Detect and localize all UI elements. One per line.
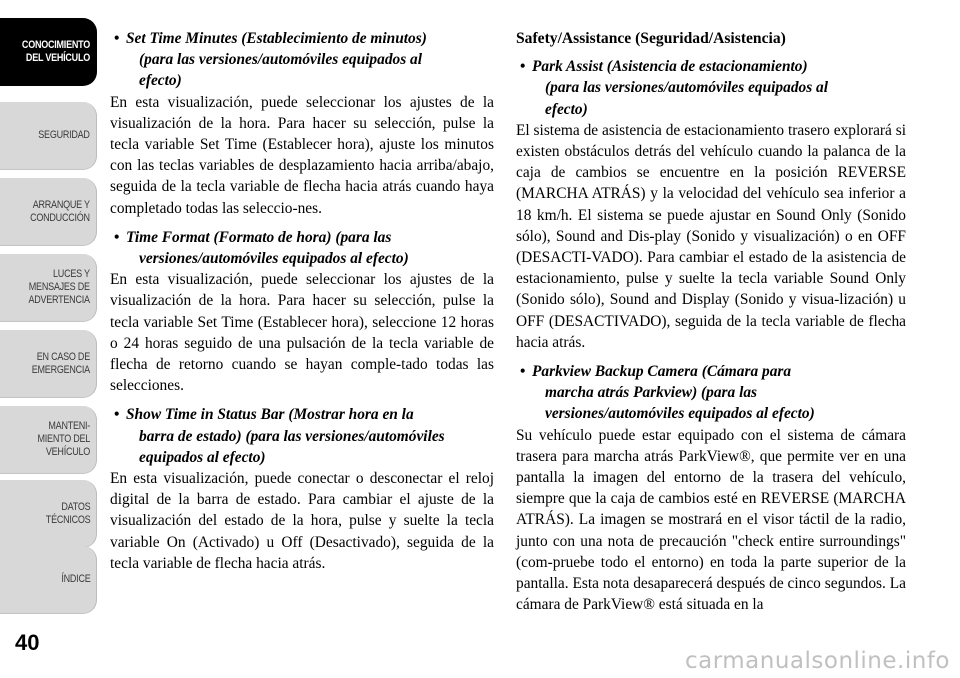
- bullet-park-assist: [516, 56, 906, 120]
- bullet-line: • Park Assist (Asistencia de estacionamiento): [532, 58, 808, 76]
- bullet-parkview-camera: [516, 361, 906, 425]
- tab-arranque-y-conduccion[interactable]: [0, 178, 97, 246]
- bullet-line: equipados al efecto): [139, 448, 266, 466]
- tab-en-caso-de-emergencia[interactable]: [0, 330, 97, 398]
- bullet-line: (para las versiones/automóviles equipados al: [139, 51, 423, 69]
- tab-label: EN CASO DE EMERGENCIA: [31, 350, 90, 376]
- tab-label: SEGURIDAD: [38, 129, 90, 141]
- tab-label: ARRANQUE Y CONDUCCIÓN: [30, 198, 90, 224]
- tab-label: ÍNDICE: [60, 573, 90, 585]
- bullet-line: efecto): [139, 72, 182, 90]
- bullet-line: • Set Time Minutes (Establecimiento de minutos): [126, 30, 427, 47]
- bullet-line: barra de estado) (para las versiones/automóviles: [139, 427, 445, 445]
- bullet-line: efecto): [545, 100, 588, 118]
- paragraph: El sistema de asistencia de estacionamiento trasero explorará si existen obstáculos detrás del vehículo cuando la palanca de la caja de cambios se encuentre en la posición REVERSE (MARCHA ATRÁS) y la velocidad del vehículo sea inferior a 18 km/h. El sistema se puede ajustar en Sound Only (Sonido sólo), Sound and Dis-play (Sonido y visualización) o en OFF (DESACTI-VADO). Para cambiar el estado de la asistencia de estacionamiento, pulse y suelte la tecla variable Sound Only (Sonido sólo), Sound and Display (Sonido y visua-lización) u OFF (DESACTIVADO), seguida de la tecla variable de flecha hacia atrás.: [516, 121, 906, 351]
- tab-luces-y-mensajes[interactable]: [0, 254, 97, 322]
- bullet-line: • Time Format (Formato de hora) (para las: [126, 228, 392, 246]
- tab-label: DATOS TÉCNICOS: [45, 500, 90, 526]
- paragraph: En esta visualización, puede conectar o desconectar el reloj digital de la barra de estado. Para cambiar el ajuste de la visualización del estado de la hora, pulse y suelte la tecla variable On (Activado) u Off (Desactivado), seguida de la tecla variable de flecha hacia atrás.: [110, 470, 494, 572]
- tab-label: LUCES Y MENSAJES DE ADVERTENCIA: [28, 268, 90, 306]
- paragraph: En esta visualización, puede seleccionar los ajustes de la visualización de la hora. Para hacer su selección, pulse la tecla variable Set Time (Establecer hora), seleccione 12 horas o 24 horas seguido de una pulsación de la tecla variable de flecha de retorno cuando se hayan comple-tado todas las selecciones.: [110, 271, 494, 395]
- bullet-line: • Parkview Backup Camera (Cámara para: [532, 363, 792, 381]
- bullet-line: (para las versiones/automóviles equipados al: [545, 79, 829, 97]
- tab-label: MANTENI- MIENTO DEL VEHÍCULO: [37, 420, 90, 458]
- page-number: 40: [15, 630, 40, 655]
- bullet-line: versiones/automóviles equipados al efecto): [545, 405, 815, 423]
- section-heading: Safety/Assistance (Seguridad/Asistencia): [516, 30, 786, 47]
- bullet-line: • Show Time in Status Bar (Mostrar hora en la: [126, 406, 414, 424]
- left-column: [110, 28, 494, 582]
- bullet-set-time-minutes: [110, 28, 494, 92]
- bullet-line: versiones/automóviles equipados al efecto): [139, 250, 409, 268]
- bullet-show-time-status-bar: [110, 404, 494, 468]
- bullet-line: marcha atrás Parkview) (para las: [545, 384, 758, 402]
- tab-mantenimiento[interactable]: [0, 406, 97, 474]
- paragraph: En esta visualización, puede seleccionar los ajustes de la visualización de la hora. Para hacer su selección, pulse la tecla variable Set Time (Establecer hora), ajuste los minutos con las teclas variables de desplazamiento hacia arriba/abajo, seguida de la tecla variable de flecha hacia atrás cuando haya completado todas las seleccio-nes.: [110, 93, 494, 217]
- tab-label: CONOCIMIENTO DEL VEHÍCULO: [21, 38, 90, 64]
- tab-conocimiento-del-vehiculo[interactable]: [0, 18, 97, 86]
- tab-seguridad[interactable]: [0, 102, 97, 170]
- watermark: carmanualsonline.info: [684, 648, 950, 674]
- bullet-time-format: [110, 227, 494, 269]
- paragraph: Su vehículo puede estar equipado con el sistema de cámara trasera para marcha atrás ParkView®, que permite ver en una pantalla la imagen del entorno de la trasera del vehículo, siempre que la caja de cambios esté en REVERSE (MARCHA ATRÁS). La imagen se mostrará en el visor táctil de la radio, junto con una nota de precaución "check entire surroundings" (com-pruebe todo el entorno) en toda la parte superior de la pantalla. Esta nota desaparecerá después de cinco segundos. La cámara de ParkView® está situada en la: [516, 426, 906, 614]
- tab-indice[interactable]: [0, 546, 97, 614]
- right-column: [516, 28, 906, 623]
- tab-datos-tecnicos[interactable]: [0, 480, 97, 548]
